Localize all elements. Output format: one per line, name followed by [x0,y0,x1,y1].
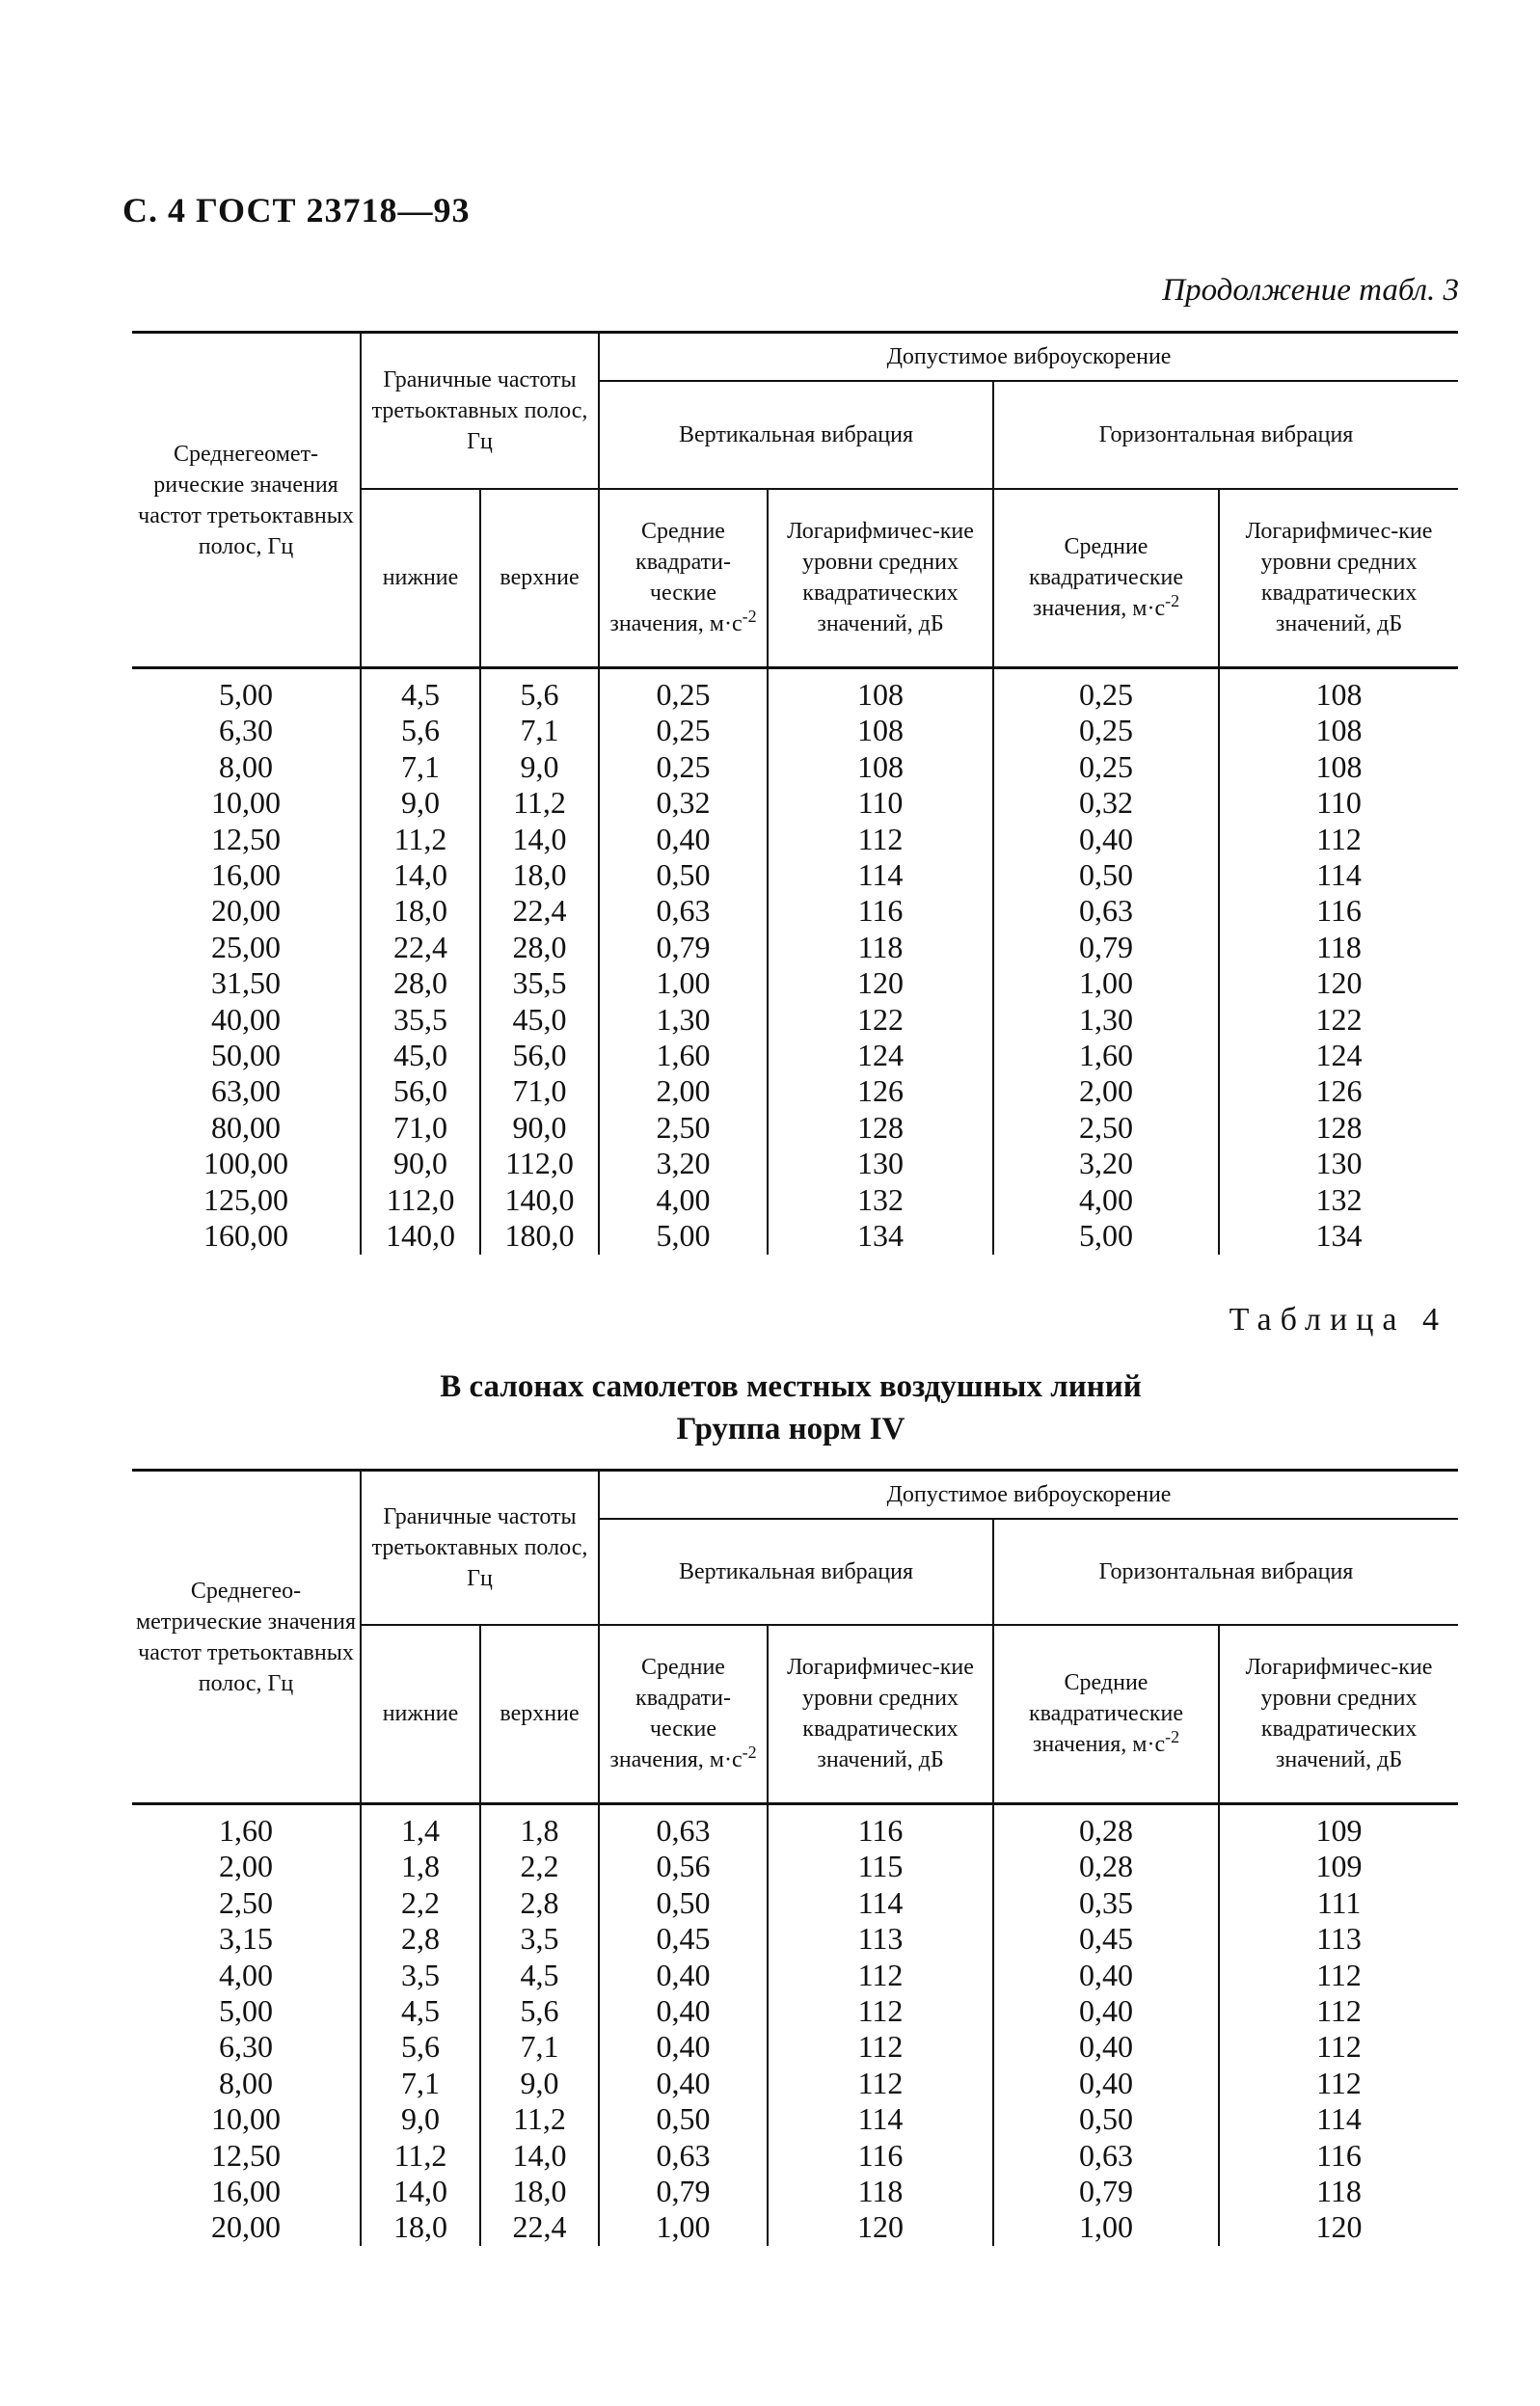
freq-cell: 10,00 [132,785,361,821]
log-horizontal-cell: 109 [1219,1804,1458,1850]
header-bounds: Граничные частоты третьоктавных полос, Гц [361,333,599,489]
table-row [132,1110,1458,1146]
lower-cell: 1,4 [361,1804,480,1850]
lower-cell: 4,5 [361,1993,480,2029]
log-horizontal-cell: 116 [1219,2138,1458,2174]
log-vertical-cell: 132 [768,1182,993,1218]
log-vertical-cell: 130 [768,1146,993,1181]
lower-cell: 7,1 [361,749,480,785]
table-4-title-line1: В салонах самолетов местных воздушных линий [440,1369,1142,1404]
freq-cell: 12,50 [132,822,361,857]
log-horizontal-cell: 111 [1219,1885,1458,1921]
rms-vertical-cell: 0,32 [599,785,768,821]
log-horizontal-cell: 118 [1219,930,1458,965]
rms-horizontal-cell: 1,30 [993,1002,1219,1038]
log-horizontal-cell: 122 [1219,1002,1458,1038]
rms-horizontal-cell: 0,63 [993,893,1219,929]
rms-vertical-cell: 0,40 [599,1958,768,1993]
log-vertical-cell: 114 [768,857,993,893]
rms-horizontal-cell: 0,28 [993,1849,1219,1884]
freq-cell: 25,00 [132,930,361,965]
lower-cell: 9,0 [361,785,480,821]
log-horizontal-cell: 132 [1219,1182,1458,1218]
lower-cell: 14,0 [361,2174,480,2209]
freq-cell: 16,00 [132,2174,361,2209]
freq-cell: 160,00 [132,1218,361,1254]
log-vertical-cell: 108 [768,749,993,785]
log-vertical-cell: 113 [768,1921,993,1957]
rms-horizontal-cell: 0,35 [993,1885,1219,1921]
log-vertical-cell: 134 [768,1218,993,1254]
log-horizontal-cell: 112 [1219,1993,1458,2029]
rms-vertical-cell: 0,63 [599,893,768,929]
lower-cell: 35,5 [361,1002,480,1038]
lower-cell: 9,0 [361,2101,480,2137]
rms-vertical-cell: 2,00 [599,1073,768,1109]
rms-vertical-cell: 0,40 [599,2066,768,2101]
log-vertical-cell: 112 [768,1993,993,2029]
upper-cell: 11,2 [480,785,599,821]
rms-horizontal-cell: 0,28 [993,1804,1219,1850]
log-horizontal-cell: 120 [1219,2209,1458,2245]
upper-cell: 11,2 [480,2101,599,2137]
lower-cell: 140,0 [361,1218,480,1254]
freq-cell: 80,00 [132,1110,361,1146]
log-vertical-cell: 118 [768,930,993,965]
table-row [132,822,1458,857]
rms-horizontal-cell: 0,25 [993,713,1219,748]
log-horizontal-cell: 112 [1219,2029,1458,2065]
lower-cell: 3,5 [361,1958,480,1993]
rms-vertical-cell: 0,63 [599,2138,768,2174]
upper-cell: 28,0 [480,930,599,965]
upper-cell: 180,0 [480,1218,599,1254]
log-horizontal-cell: 114 [1219,2101,1458,2137]
rms-horizontal-cell: 0,40 [993,1993,1219,2029]
header-log-vertical: Логарифмичес-кие уровни средних квадратических значений, дБ [768,1625,993,1804]
log-vertical-cell: 126 [768,1073,993,1109]
rms-vertical-cell: 1,60 [599,1038,768,1073]
freq-cell: 12,50 [132,2138,361,2174]
lower-cell: 1,8 [361,1849,480,1884]
table-row [132,1146,1458,1181]
freq-cell: 100,00 [132,1146,361,1181]
header-lower: нижние [361,489,480,668]
freq-cell: 2,50 [132,1885,361,1921]
rms-vertical-cell: 0,56 [599,1849,768,1884]
table-row [132,1182,1458,1218]
rms-vertical-cell: 0,63 [599,1804,768,1850]
freq-cell: 16,00 [132,857,361,893]
upper-cell: 2,2 [480,1849,599,1884]
freq-cell: 5,00 [132,668,361,714]
table-row [132,785,1458,821]
log-vertical-cell: 112 [768,2066,993,2101]
upper-cell: 5,6 [480,668,599,714]
log-vertical-cell: 112 [768,822,993,857]
table-row [132,1849,1458,1884]
log-vertical-cell: 122 [768,1002,993,1038]
log-horizontal-cell: 116 [1219,893,1458,929]
log-horizontal-cell: 112 [1219,2066,1458,2101]
header-log-vertical: Логарифмичес-кие уровни средних квадратических значений, дБ [768,489,993,668]
upper-cell: 18,0 [480,857,599,893]
rms-horizontal-cell: 1,00 [993,2209,1219,2245]
table-row [132,1038,1458,1073]
lower-cell: 112,0 [361,1182,480,1218]
rms-horizontal-cell: 2,50 [993,1110,1219,1146]
rms-horizontal-cell: 0,40 [993,1958,1219,1993]
table-row [132,1002,1458,1038]
upper-cell: 22,4 [480,893,599,929]
table-row [132,1073,1458,1109]
upper-cell: 90,0 [480,1110,599,1146]
table-row [132,893,1458,929]
log-vertical-cell: 120 [768,965,993,1001]
freq-cell: 4,00 [132,1958,361,1993]
rms-vertical-cell: 1,00 [599,2209,768,2245]
rms-vertical-cell: 0,40 [599,2029,768,2065]
header-horizontal: Горизонтальная вибрация [993,381,1458,489]
table-row [132,2101,1458,2137]
upper-cell: 22,4 [480,2209,599,2245]
rms-vertical-cell: 0,25 [599,668,768,714]
table-row [132,1804,1458,1850]
freq-cell: 6,30 [132,713,361,748]
rms-vertical-cell: 1,30 [599,1002,768,1038]
freq-cell: 40,00 [132,1002,361,1038]
table-row [132,1958,1458,1993]
upper-cell: 56,0 [480,1038,599,1073]
log-horizontal-cell: 113 [1219,1921,1458,1957]
rms-vertical-cell: 0,25 [599,749,768,785]
upper-cell: 5,6 [480,1993,599,2029]
header-horizontal: Горизонтальная вибрация [993,1519,1458,1625]
header-bounds: Граничные частоты третьоктавных полос, Гц [361,1471,599,1625]
rms-horizontal-cell: 2,00 [993,1073,1219,1109]
log-vertical-cell: 124 [768,1038,993,1073]
table-row [132,1218,1458,1254]
header-upper: верхние [480,489,599,668]
upper-cell: 1,8 [480,1804,599,1850]
lower-cell: 11,2 [361,2138,480,2174]
lower-cell: 18,0 [361,893,480,929]
rms-vertical-cell: 4,00 [599,1182,768,1218]
table-row [132,1921,1458,1957]
lower-cell: 2,2 [361,1885,480,1921]
rms-horizontal-cell: 1,00 [993,965,1219,1001]
log-vertical-cell: 110 [768,785,993,821]
rms-horizontal-cell: 0,40 [993,2029,1219,2065]
freq-cell: 6,30 [132,2029,361,2065]
table-row [132,1885,1458,1921]
upper-cell: 14,0 [480,2138,599,2174]
log-vertical-cell: 116 [768,1804,993,1850]
table-row [132,2029,1458,2065]
header-upper: верхние [480,1625,599,1804]
lower-cell: 90,0 [361,1146,480,1181]
log-vertical-cell: 114 [768,1885,993,1921]
log-horizontal-cell: 114 [1219,857,1458,893]
header-freq: Среднегеомет-рические значения частот третьоктавных полос, Гц [132,333,361,668]
freq-cell: 50,00 [132,1038,361,1073]
rms-horizontal-cell: 0,63 [993,2138,1219,2174]
rms-horizontal-cell: 0,79 [993,930,1219,965]
table-row [132,713,1458,748]
rms-horizontal-cell: 0,79 [993,2174,1219,2209]
upper-cell: 7,1 [480,2029,599,2065]
lower-cell: 5,6 [361,713,480,748]
header-log-horizontal: Логарифмичес-кие уровни средних квадратических значений, дБ [1219,489,1458,668]
rms-horizontal-cell: 0,40 [993,822,1219,857]
upper-cell: 14,0 [480,822,599,857]
log-vertical-cell: 108 [768,713,993,748]
upper-cell: 45,0 [480,1002,599,1038]
header-freq: Среднегео-метрические значения частот третьоктавных полос, Гц [132,1471,361,1804]
header-allowed: Допустимое виброускорение [599,333,1458,381]
rms-horizontal-cell: 0,50 [993,2101,1219,2137]
header-allowed: Допустимое виброускорение [599,1471,1458,1519]
table-row [132,749,1458,785]
rms-vertical-cell: 5,00 [599,1218,768,1254]
log-horizontal-cell: 108 [1219,668,1458,714]
lower-cell: 7,1 [361,2066,480,2101]
rms-horizontal-cell: 0,40 [993,2066,1219,2101]
upper-cell: 9,0 [480,749,599,785]
freq-cell: 8,00 [132,2066,361,2101]
log-horizontal-cell: 110 [1219,785,1458,821]
table-4-title-line2: Группа норм IV [676,1412,905,1446]
lower-cell: 56,0 [361,1073,480,1109]
freq-cell: 20,00 [132,2209,361,2245]
log-vertical-cell: 120 [768,2209,993,2245]
freq-cell: 8,00 [132,749,361,785]
freq-cell: 125,00 [132,1182,361,1218]
header-lower: нижние [361,1625,480,1804]
rms-horizontal-cell: 1,60 [993,1038,1219,1073]
freq-cell: 31,50 [132,965,361,1001]
freq-cell: 1,60 [132,1804,361,1850]
rms-horizontal-cell: 0,45 [993,1921,1219,1957]
upper-cell: 4,5 [480,1958,599,1993]
rms-vertical-cell: 3,20 [599,1146,768,1181]
table-row [132,1993,1458,2029]
lower-cell: 45,0 [361,1038,480,1073]
log-horizontal-cell: 108 [1219,713,1458,748]
upper-cell: 140,0 [480,1182,599,1218]
upper-cell: 112,0 [480,1146,599,1181]
table-3-continuation [132,331,1458,1255]
upper-cell: 3,5 [480,1921,599,1957]
log-horizontal-cell: 109 [1219,1849,1458,1884]
lower-cell: 22,4 [361,930,480,965]
lower-cell: 11,2 [361,822,480,857]
upper-cell: 7,1 [480,713,599,748]
header-rms-vertical: Средние квадрати-ческие значения, $м\cdot с^{-2}$ [599,1625,768,1804]
upper-cell: 18,0 [480,2174,599,2209]
log-horizontal-cell: 118 [1219,2174,1458,2209]
log-vertical-cell: 115 [768,1849,993,1884]
header-vertical: Вертикальная вибрация [599,1519,993,1625]
log-vertical-cell: 118 [768,2174,993,2209]
table-row [132,857,1458,893]
rms-vertical-cell: 0,50 [599,857,768,893]
log-horizontal-cell: 124 [1219,1038,1458,1073]
freq-cell: 5,00 [132,1993,361,2029]
rms-vertical-cell: 1,00 [599,965,768,1001]
header-rms-horizontal: Средние квадратические значения, $м\cdot с^{-2}$ [993,1625,1219,1804]
rms-vertical-cell: 2,50 [599,1110,768,1146]
freq-cell: 20,00 [132,893,361,929]
log-horizontal-cell: 134 [1219,1218,1458,1254]
header-rms-horizontal: Средние квадратические значения, $м\cdot с^{-2}$ [993,489,1219,668]
rms-vertical-cell: 0,79 [599,2174,768,2209]
rms-vertical-cell: 0,45 [599,1921,768,1957]
header-rms-vertical: Средние квадрати-ческие значения, $м\cdot с^{-2}$ [599,489,768,668]
lower-cell: 71,0 [361,1110,480,1146]
log-horizontal-cell: 130 [1219,1146,1458,1181]
rms-horizontal-cell: 5,00 [993,1218,1219,1254]
page-header: С. 4 ГОСТ 23718—93 [122,191,471,230]
freq-cell: 10,00 [132,2101,361,2137]
lower-cell: 14,0 [361,857,480,893]
rms-vertical-cell: 0,40 [599,822,768,857]
rms-vertical-cell: 0,79 [599,930,768,965]
freq-cell: 2,00 [132,1849,361,1884]
log-vertical-cell: 108 [768,668,993,714]
upper-cell: 9,0 [480,2066,599,2101]
log-vertical-cell: 116 [768,2138,993,2174]
table-4 [132,1469,1458,2246]
rms-horizontal-cell: 0,25 [993,668,1219,714]
log-vertical-cell: 112 [768,1958,993,1993]
lower-cell: 5,6 [361,2029,480,2065]
lower-cell: 28,0 [361,965,480,1001]
freq-cell: 3,15 [132,1921,361,1957]
upper-cell: 2,8 [480,1885,599,1921]
log-horizontal-cell: 128 [1219,1110,1458,1146]
lower-cell: 2,8 [361,1921,480,1957]
table-row [132,2174,1458,2209]
rms-vertical-cell: 0,50 [599,1885,768,1921]
upper-cell: 35,5 [480,965,599,1001]
rms-horizontal-cell: 0,25 [993,749,1219,785]
log-vertical-cell: 128 [768,1110,993,1146]
rms-horizontal-cell: 0,32 [993,785,1219,821]
table-row [132,2209,1458,2245]
log-horizontal-cell: 126 [1219,1073,1458,1109]
log-horizontal-cell: 112 [1219,822,1458,857]
rms-vertical-cell: 0,40 [599,1993,768,2029]
upper-cell: 71,0 [480,1073,599,1109]
rms-horizontal-cell: 4,00 [993,1182,1219,1218]
lower-cell: 18,0 [361,2209,480,2245]
log-vertical-cell: 116 [768,893,993,929]
continuation-note: Продолжение табл. 3 [1162,273,1459,308]
log-horizontal-cell: 108 [1219,749,1458,785]
freq-cell: 63,00 [132,1073,361,1109]
header-vertical: Вертикальная вибрация [599,381,993,489]
log-vertical-cell: 112 [768,2029,993,2065]
table-row [132,2138,1458,2174]
table-row [132,2066,1458,2101]
table-row [132,668,1458,714]
table-4-label: Таблица 4 [1229,1302,1447,1338]
lower-cell: 4,5 [361,668,480,714]
rms-horizontal-cell: 0,50 [993,857,1219,893]
header-log-horizontal: Логарифмичес-кие уровни средних квадратических значений, дБ [1219,1625,1458,1804]
table-row [132,965,1458,1001]
rms-horizontal-cell: 3,20 [993,1146,1219,1181]
log-horizontal-cell: 112 [1219,1958,1458,1993]
table-row [132,930,1458,965]
rms-vertical-cell: 0,25 [599,713,768,748]
rms-vertical-cell: 0,50 [599,2101,768,2137]
log-vertical-cell: 114 [768,2101,993,2137]
log-horizontal-cell: 120 [1219,965,1458,1001]
